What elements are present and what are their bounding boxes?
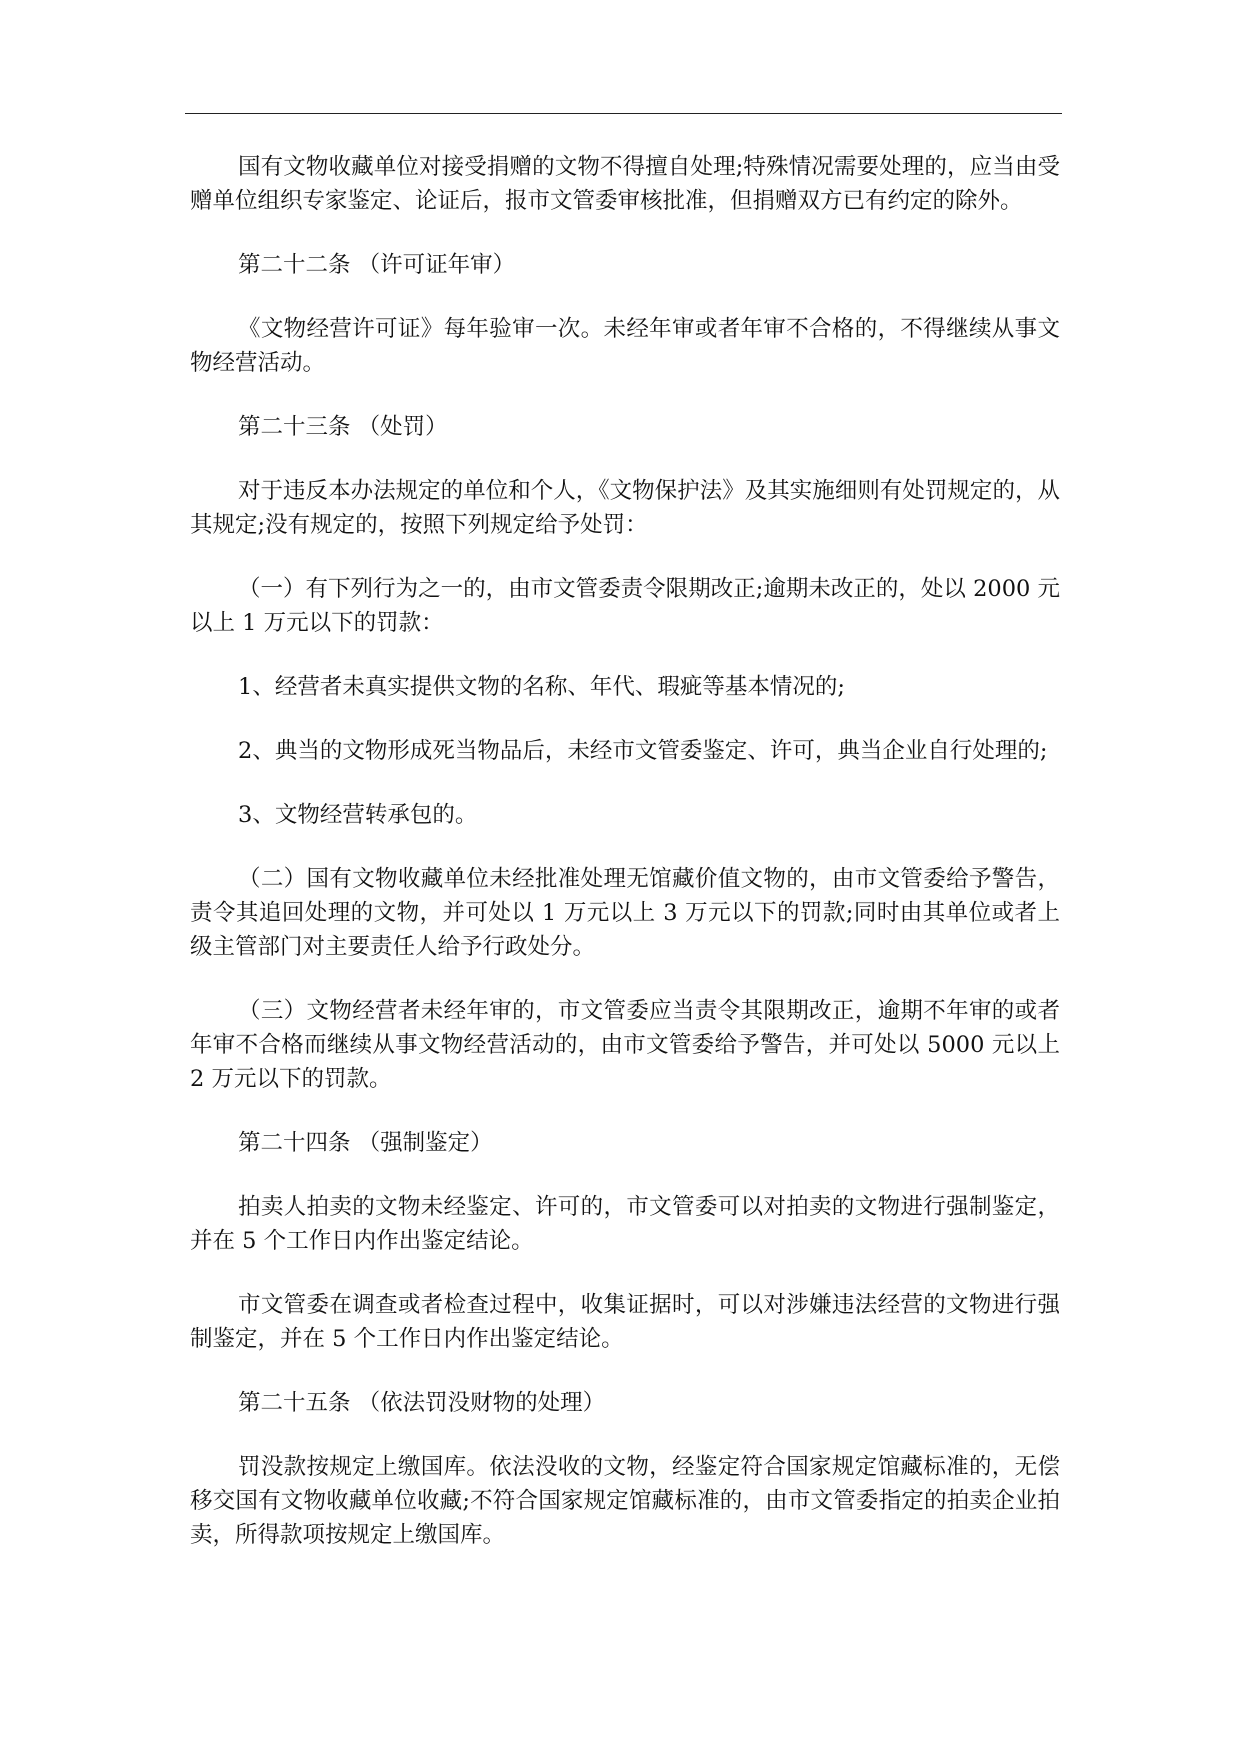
paragraph-penalty-item-1: （一）有下列行为之一的，由市文管委责令限期改正;逾期未改正的，处以 2000 元以上 1 万元以下的罚款： bbox=[190, 576, 1060, 636]
paragraph-penalty-item-3: （三）文物经营者未经年审的，市文管委应当责令其限期改正，逾期不年审的或者年审不合格而继续从事文物经营活动的，由市文管委给予警告，并可处以 5000 元以上 2 万元以下的罚款。 bbox=[190, 998, 1060, 1092]
list-item-3: 3、文物经营转承包的。 bbox=[238, 802, 478, 828]
paragraph-donation-disposal: 国有文物收藏单位对接受捐赠的文物不得擅自处理;特殊情况需要处理的，应当由受赠单位组织专家鉴定、论证后，报市文管委审核批准，但捐赠双方已有约定的除外。 bbox=[190, 154, 1060, 214]
article-25-heading: 第二十五条 （依法罚没财物的处理） bbox=[238, 1390, 606, 1416]
paragraph-penalty-intro: 对于违反本办法规定的单位和个人，《文物保护法》及其实施细则有处罚规定的，从其规定;没有规定的，按照下列规定给予处罚： bbox=[190, 478, 1060, 538]
paragraph-penalty-item-2: （二）国有文物收藏单位未经批准处理无馆藏价值文物的，由市文管委给予警告，责令其追回处理的文物，并可处以 1 万元以上 3 万元以下的罚款;同时由其单位或者上级主管部门对主要责任人给予行政处分。 bbox=[190, 866, 1060, 960]
paragraph-investigation-appraisal: 市文管委在调查或者检查过程中，收集证据时，可以对涉嫌违法经营的文物进行强制鉴定，并在 5 个工作日内作出鉴定结论。 bbox=[190, 1292, 1060, 1352]
document-body bbox=[190, 150, 1060, 1582]
article-23-heading: 第二十三条 （处罚） bbox=[238, 414, 448, 440]
list-item-2: 2、典当的文物形成死当物品后，未经市文管委鉴定、许可，典当企业自行处理的; bbox=[238, 738, 1048, 764]
list-item-1: 1、经营者未真实提供文物的名称、年代、瑕疵等基本情况的; bbox=[238, 674, 845, 700]
paragraph-confiscated-property: 罚没款按规定上缴国库。依法没收的文物，经鉴定符合国家规定馆藏标准的，无偿移交国有文物收藏单位收藏;不符合国家规定馆藏标准的，由市文管委指定的拍卖企业拍卖，所得款项按规定上缴国库。 bbox=[190, 1454, 1060, 1548]
article-24-heading: 第二十四条 （强制鉴定） bbox=[238, 1130, 493, 1156]
article-22-heading: 第二十二条 （许可证年审） bbox=[238, 252, 516, 278]
header-divider bbox=[185, 113, 1062, 114]
paragraph-auction-appraisal: 拍卖人拍卖的文物未经鉴定、许可的，市文管委可以对拍卖的文物进行强制鉴定，并在 5 个工作日内作出鉴定结论。 bbox=[190, 1194, 1060, 1254]
paragraph-license-annual-review: 《文物经营许可证》每年验审一次。未经年审或者年审不合格的，不得继续从事文物经营活动。 bbox=[190, 316, 1060, 376]
